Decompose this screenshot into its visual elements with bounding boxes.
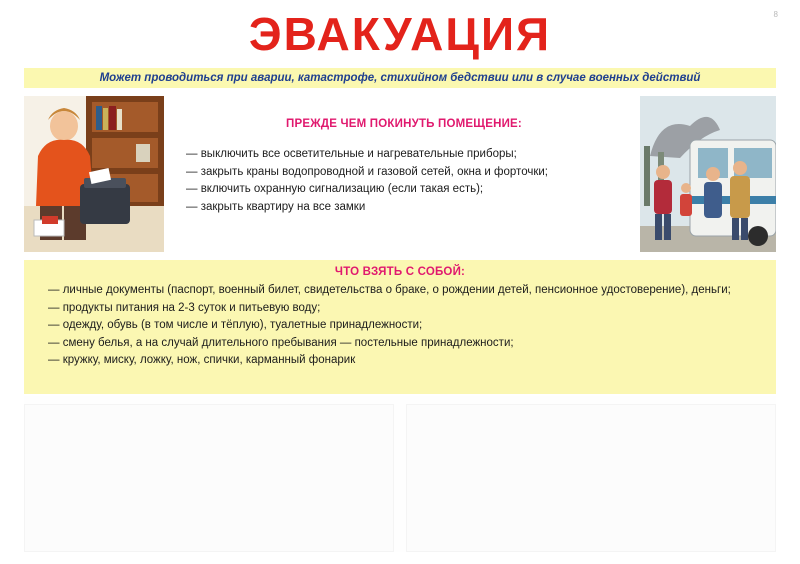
subtitle-banner (24, 68, 776, 88)
before-leaving-title: ПРЕЖДЕ ЧЕМ ПОКИНУТЬ ПОМЕЩЕНИЕ: (286, 118, 522, 130)
list-item: — включить охранную сигнализацию (если такая есть); (186, 183, 484, 195)
blank-bottom-area (24, 396, 776, 552)
list-item: — продукты питания на 2-3 суток и питьевую воду; (48, 301, 321, 314)
before-leaving-panel (24, 96, 776, 256)
what-to-take-box (24, 260, 776, 394)
what-to-take-title: ЧТО ВЗЯТЬ С СОБОЙ: (334, 266, 466, 278)
list-item: — выключить все осветительные и нагревательные приборы; (186, 148, 517, 160)
packing-woman-illustration (24, 96, 164, 252)
what-to-take-list (48, 282, 764, 370)
list-item: — одежду, обувь (в том числе и тёплую), туалетные принадлежности; (48, 319, 423, 331)
before-leaving-list (186, 146, 636, 216)
list-item: — личные документы (паспорт, военный билет, свидетельства о браке, о рождении детей, пенсионное удостоверение), деньги; (48, 284, 731, 296)
subtitle-text: Может проводиться при аварии, катастрофе, стихийном бедствии или в случае военных действий (99, 72, 701, 84)
list-item: — кружку, миску, ложку, нож, спички, карманный фонарик (48, 354, 356, 366)
blank-right-panel (406, 404, 776, 552)
list-item: — закрыть квартиру на все замки (186, 200, 366, 213)
blank-left-panel (24, 404, 394, 552)
list-item: — закрыть краны водопроводной и газовой сетей, окна и форточки; (186, 165, 548, 178)
page-title: ЭВАКУАЦИЯ (248, 8, 552, 60)
boarding-bus-illustration (640, 96, 776, 252)
page-number: 8 (773, 10, 778, 19)
list-item: — смену белья, а на случай длительного пребывания — постельные принадлежности; (48, 336, 514, 349)
